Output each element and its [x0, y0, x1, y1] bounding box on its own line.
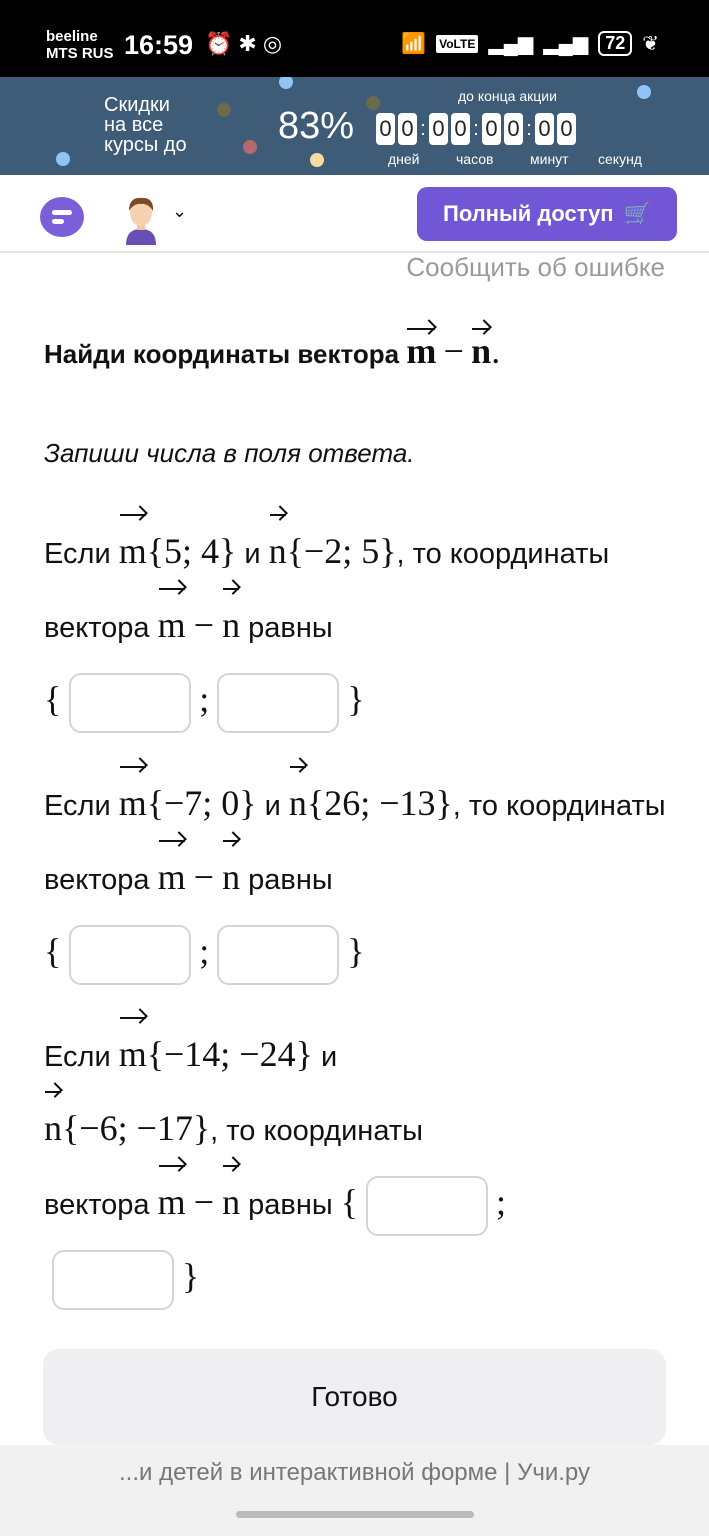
answer-x-input[interactable] [69, 673, 191, 733]
full-access-button[interactable] [417, 187, 677, 241]
timer-digit: 0 [557, 113, 576, 145]
text: то [226, 1115, 256, 1147]
timer-digit: 0 [482, 113, 501, 145]
header [0, 175, 709, 253]
task-hint: Запиши числа в поля ответа. [44, 438, 415, 468]
unit-days: дней [388, 151, 420, 167]
timer-digit: 0 [451, 113, 470, 145]
m-coords: {−7; 0} [146, 783, 257, 823]
minus: − [193, 1182, 215, 1222]
vector-n: n [471, 331, 492, 371]
leaf-icon: ❦ [642, 33, 659, 55]
browser-footer [0, 1445, 709, 1536]
vector-m: m [119, 768, 147, 839]
problem-1: Если m{5; 4} и n{−2; 5}, то координаты вектора m − n равны { ; } [44, 516, 674, 738]
vector-m: m [158, 842, 186, 913]
text: Если [44, 1041, 111, 1073]
vector-m: m [158, 590, 186, 661]
minus: − [193, 605, 215, 645]
carrier-2: MTS RUS [46, 45, 114, 62]
home-indicator[interactable] [236, 1511, 474, 1518]
vector-n: n [222, 842, 240, 913]
minus: − [443, 331, 464, 371]
text: и [320, 1041, 338, 1073]
status-bar [0, 0, 709, 77]
report-error-link[interactable]: Сообщить об ошибке [406, 252, 665, 282]
vector-n: n [269, 516, 287, 587]
n-coords: {−2; 5} [286, 531, 397, 571]
alarm-bluetooth-icons: ⏰✱◎ [205, 31, 289, 56]
vector-m: m [119, 516, 147, 587]
vector-n: n [289, 768, 307, 839]
n-coords: {−6; −17} [62, 1108, 211, 1148]
cart-icon: 🛒 [623, 201, 651, 226]
promo-line: курсы до [104, 134, 187, 156]
unit-hours: часов [456, 151, 494, 167]
vector-m: m [406, 331, 437, 371]
text: то [468, 790, 499, 822]
volte-icon: VoLTE [436, 35, 478, 53]
minus: − [193, 857, 215, 897]
text: координаты вектора [44, 790, 666, 896]
countdown-timer [376, 113, 576, 145]
text: равны [248, 612, 333, 644]
signal-icon-2: ▂▄▆ [543, 33, 589, 55]
unit-minutes: минут [530, 151, 569, 167]
text: то [412, 538, 442, 570]
vector-n: n [44, 1093, 62, 1164]
page-title[interactable]: ...и детей в интерактивной форме | Учи.ру [119, 1459, 590, 1486]
carrier [46, 28, 114, 62]
timer-digit: 0 [376, 113, 395, 145]
answer-y-input[interactable] [217, 673, 339, 733]
wifi-icon: 📶 [401, 33, 427, 55]
text: Если [44, 538, 111, 570]
signal-icon: ▂▄▆ [488, 33, 534, 55]
promo-line: на все [104, 114, 164, 136]
answer-y-input[interactable] [52, 1250, 174, 1310]
n-coords: {26; −13} [306, 783, 453, 823]
carrier-1: beeline [46, 28, 98, 45]
text: координаты [263, 1115, 423, 1147]
promo-text [104, 95, 187, 155]
text: вектора [44, 1189, 150, 1221]
unit-seconds: секунд [598, 151, 642, 167]
discount-percent: 83% [278, 105, 355, 147]
text: Если [44, 790, 111, 822]
promo-line: Скидки [104, 94, 170, 116]
avatar[interactable] [120, 193, 162, 245]
text: равны [248, 1189, 333, 1221]
vector-m: m [158, 1167, 186, 1238]
m-coords: {−14; −24} [146, 1034, 313, 1074]
vector-m: m [119, 1019, 147, 1090]
done-button[interactable]: Готово [43, 1349, 666, 1445]
battery-icon: 72 [598, 31, 632, 56]
task-title: Найди координаты вектора m − n. [44, 331, 501, 371]
timer-digit: 0 [504, 113, 523, 145]
m-coords: {5; 4} [146, 531, 237, 571]
timer-digit: 0 [429, 113, 448, 145]
vector-n: n [222, 1167, 240, 1238]
colon: : [473, 117, 479, 140]
text: и [264, 790, 281, 822]
vector-n: n [222, 590, 240, 661]
timer-digit: 0 [535, 113, 554, 145]
timer-digit: 0 [398, 113, 417, 145]
system-icons [401, 31, 659, 56]
chevron-down-icon[interactable]: ⌄ [172, 201, 188, 221]
promo-banner[interactable] [0, 77, 709, 175]
colon: : [420, 117, 426, 140]
problem-2: Если m{−7; 0} и n{26; −13}, то координаты вектора m − n равны { ; } [44, 768, 674, 990]
answer-x-input[interactable] [366, 1176, 488, 1236]
clock: 16:59 [124, 30, 194, 60]
text: и [244, 538, 261, 570]
full-access-label: Полный доступ [443, 201, 614, 226]
countdown-label: до конца акции [458, 88, 557, 104]
text: равны [248, 864, 333, 896]
title-text: Найди координаты вектора [44, 339, 400, 369]
chat-icon[interactable] [40, 197, 84, 237]
answer-x-input[interactable] [69, 925, 191, 985]
text: координаты вектора [44, 538, 610, 644]
problem-3: Если m{−14; −24} и n{−6; −17}, то координаты вектора m − n равны { ; } [44, 1019, 674, 1315]
colon: : [526, 117, 532, 140]
answer-y-input[interactable] [217, 925, 339, 985]
